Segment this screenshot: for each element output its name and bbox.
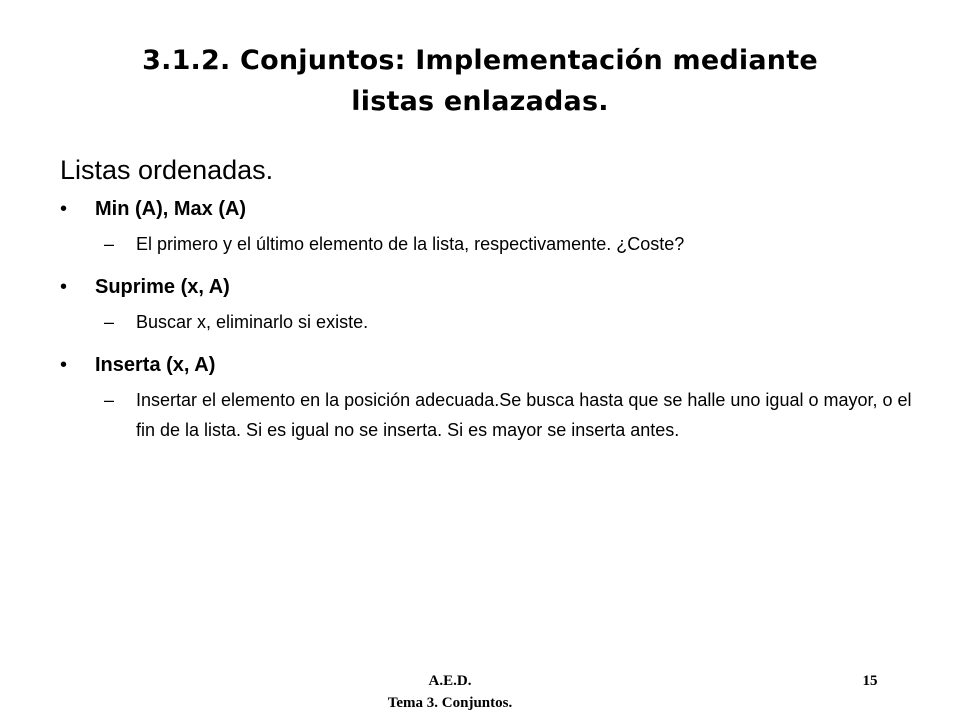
sub-item-suprime <box>60 307 920 337</box>
bullet-item-inserta <box>60 351 920 379</box>
bullet-marker-icon: • <box>60 354 68 376</box>
dash-marker-icon: – <box>104 234 115 254</box>
page-number: 15 <box>862 673 878 689</box>
slide-title-line-2: listas enlazadas. <box>351 86 609 117</box>
sub-item-text: El primero y el último elemento de la lista, respectivamente. ¿Coste? <box>136 234 685 254</box>
footer-course: A.E.D. <box>428 673 472 689</box>
footer-course-info <box>330 670 570 714</box>
bullet-label: Inserta (x, A) <box>95 354 216 376</box>
bullet-label: Min (A), Max (A) <box>95 198 247 220</box>
bullet-item-min-max <box>60 195 920 223</box>
footer-topic: Tema 3. Conjuntos. <box>387 695 513 711</box>
slide-title-line-1: 3.1.2. Conjuntos: Implementación mediante <box>142 45 818 76</box>
bullet-marker-icon: • <box>60 198 68 220</box>
sub-item-min-max <box>60 229 920 259</box>
bullet-item-suprime <box>60 273 920 301</box>
sub-item-text: Buscar x, eliminarlo si existe. <box>136 312 369 332</box>
sub-item-text: Insertar el elemento en la posición adecuada.Se busca hasta que se halle uno igual o mayor, o el fin de la lista. Si es igual no se inserta. Si es mayor se inserta antes. <box>136 390 912 440</box>
bullet-marker-icon: • <box>60 276 68 298</box>
dash-marker-icon: – <box>104 390 115 410</box>
dash-marker-icon: – <box>104 312 115 332</box>
bullet-label: Suprime (x, A) <box>95 276 230 298</box>
slide-title <box>60 40 900 122</box>
section-heading: Listas ordenadas. <box>60 155 274 185</box>
sub-item-inserta <box>60 385 920 445</box>
slide-content <box>60 152 920 459</box>
